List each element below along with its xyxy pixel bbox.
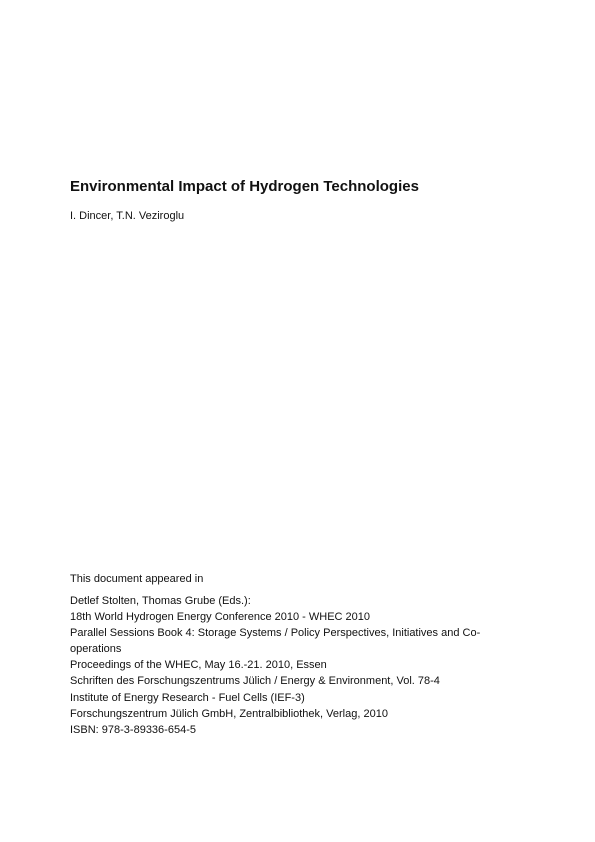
publication-editors: Detlef Stolten, Thomas Grube (Eds.):: [70, 595, 251, 607]
publication-details: [70, 593, 530, 738]
publication-conference: 18th World Hydrogen Energy Conference 2010 - WHEC 2010: [70, 611, 371, 624]
appeared-in-label: This document appeared in: [70, 573, 204, 585]
publication-institute: Institute of Energy Research - Fuel Cells (IEF-3): [70, 691, 305, 704]
publication-publisher: Forschungszentrum Jülich GmbH, Zentralbibliothek, Verlag, 2010: [70, 707, 388, 720]
publication-proceedings: Proceedings of the WHEC, May 16.-21. 2010, Essen: [70, 659, 327, 672]
publication-book: Parallel Sessions Book 4: Storage Systems / Policy Perspectives, Initiatives and Co-: [70, 627, 481, 640]
document-title: Environmental Impact of Hydrogen Technologies: [70, 178, 419, 195]
publication-book-continued: operations: [70, 643, 122, 656]
document-authors: I. Dincer, T.N. Veziroglu: [70, 210, 185, 222]
publication-isbn: ISBN: 978-3-89336-654-5: [70, 723, 196, 736]
publication-series: Schriften des Forschungszentrums Jülich / Energy & Environment, Vol. 78-4: [70, 675, 440, 688]
